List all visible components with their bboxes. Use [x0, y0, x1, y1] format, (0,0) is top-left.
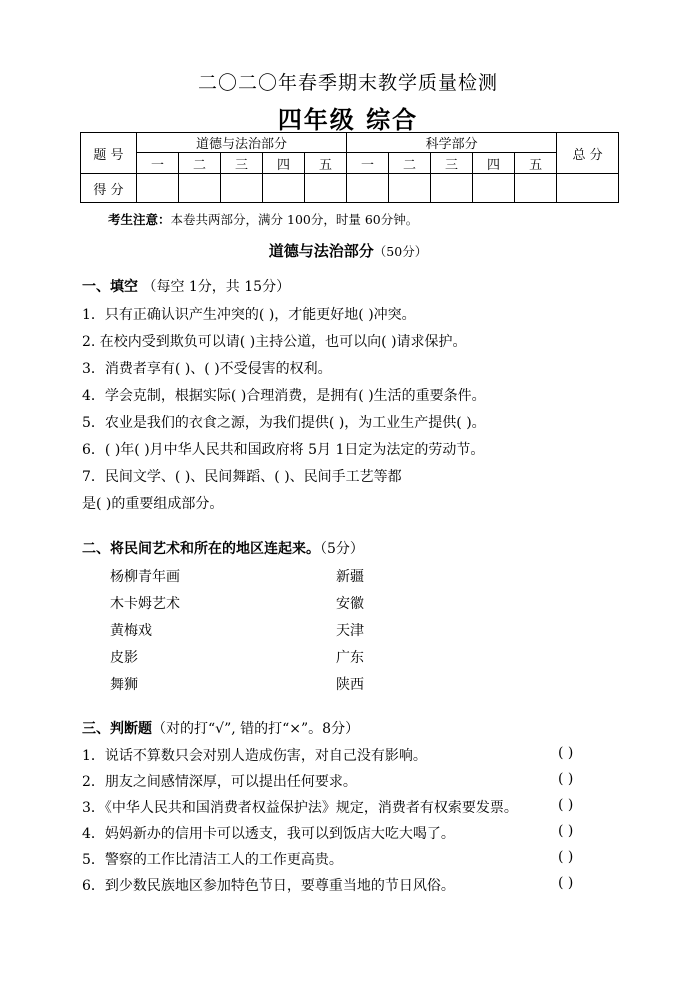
section-title-points: （50分）	[373, 244, 428, 259]
fill-blank-item: 4．学会克制，根据实际( )合理消费，是拥有( )生活的重要条件。	[82, 388, 486, 404]
part2-heading	[82, 538, 364, 558]
match-left-item: 杨柳青年画	[110, 569, 180, 585]
notice-text: 本卷共两部分，满分 100分，时量 60分钟。	[170, 212, 419, 227]
match-left-item: 黄梅戏	[110, 623, 152, 639]
part3-heading	[82, 718, 359, 738]
question-number-cell: 三	[221, 153, 263, 174]
match-right-item: 安徽	[336, 596, 364, 612]
match-right-item: 广东	[336, 650, 364, 666]
part2-heading-note: （5分）	[320, 541, 364, 557]
score-entry-cell	[431, 174, 473, 203]
score-entry-cell	[305, 174, 347, 203]
exam-notice	[108, 210, 418, 228]
match-left-item: 木卡姆艺术	[110, 596, 180, 612]
score-entry-cell	[221, 174, 263, 203]
total-header: 总 分	[557, 133, 619, 174]
judge-item: 5．警察的工作比清洁工人的工作更高贵。	[82, 852, 343, 868]
question-number-cell: 五	[305, 153, 347, 174]
question-number-cell: 三	[431, 153, 473, 174]
judge-item: 2．朋友之间感情深厚，可以提出任何要求。	[82, 774, 357, 790]
judge-item: 4．妈妈新办的信用卡可以透支，我可以到饭店大吃大喝了。	[82, 826, 455, 842]
section-title	[0, 240, 696, 261]
fill-blank-item: 6．( )年( )月中华人民共和国政府将 5月 1日定为法定的劳动节。	[82, 442, 485, 458]
match-right-item: 陕西	[336, 677, 364, 693]
score-table	[80, 132, 619, 203]
score-entry-cell	[137, 174, 179, 203]
part1-heading-label: 一、填空	[82, 279, 138, 295]
fill-blank-item: 5．农业是我们的衣食之源，为我们提供( )，为工业生产提供( )。	[82, 415, 486, 431]
topic-label-cell: 题 号	[81, 133, 137, 174]
exam-subtitle: 四年级 综合	[277, 105, 419, 134]
match-right-item: 天津	[336, 623, 364, 639]
fill-blank-item: 3．消费者享有( )、( )不受侵害的权利。	[82, 361, 332, 377]
moral-group-header: 道德与法治部分	[137, 133, 347, 153]
question-number-cell: 四	[473, 153, 515, 174]
part1-heading	[82, 276, 290, 296]
fill-blank-item: 2. 在校内受到欺负可以请( )主持公道，也可以向( )请求保护。	[82, 334, 467, 350]
judge-answer-paren: ( )	[558, 823, 574, 839]
judge-answer-paren: ( )	[558, 745, 574, 761]
score-entry-cell	[347, 174, 389, 203]
question-number-cell: 二	[179, 153, 221, 174]
question-number-cell: 一	[137, 153, 179, 174]
fill-blank-item: 是( )的重要组成部分。	[82, 496, 224, 512]
score-entry-cell	[515, 174, 557, 203]
score-label-cell: 得 分	[81, 174, 137, 203]
part3-heading-note: （对的打“√”, 错的打“×”。8分）	[152, 721, 360, 737]
question-number-cell: 四	[263, 153, 305, 174]
science-group-header: 科学部分	[347, 133, 557, 153]
score-entry-cell	[473, 174, 515, 203]
score-entry-cell	[389, 174, 431, 203]
notice-label: 考生注意：	[108, 212, 171, 227]
judge-answer-paren: ( )	[558, 849, 574, 865]
part2-heading-label: 二、将民间艺术和所在的地区连起来。	[82, 541, 320, 557]
match-left-item: 舞狮	[110, 677, 138, 693]
match-left-item: 皮影	[110, 650, 138, 666]
judge-answer-paren: ( )	[558, 797, 574, 813]
judge-item: 6．到少数民族地区参加特色节日，要尊重当地的节日风俗。	[82, 878, 455, 894]
score-entry-cell	[263, 174, 305, 203]
match-right-item: 新疆	[336, 569, 364, 585]
exam-title: 二〇二〇年春季期末教学质量检测	[197, 72, 498, 94]
fill-blank-item: 7．民间文学、( )、民间舞蹈、( )、民间手工艺等都	[82, 469, 402, 485]
judge-answer-paren: ( )	[558, 771, 574, 787]
judge-item: 3．《中华人民共和国消费者权益保护法》规定，消费者有权索要发票。	[82, 800, 518, 816]
question-number-cell: 五	[515, 153, 557, 174]
question-number-cell: 一	[347, 153, 389, 174]
fill-blank-item: 1．只有正确认识产生冲突的( )，才能更好地( )冲突。	[82, 307, 416, 323]
score-entry-cell	[179, 174, 221, 203]
judge-item: 1．说话不算数只会对别人造成伤害，对自己没有影响。	[82, 748, 427, 764]
total-score-cell	[557, 174, 619, 203]
question-number-cell: 二	[389, 153, 431, 174]
section-title-main: 道德与法治部分	[268, 242, 374, 260]
judge-answer-paren: ( )	[558, 875, 574, 891]
part1-heading-note: （每空 1分，共 15分）	[142, 279, 291, 295]
part3-heading-label: 三、判断题	[82, 721, 152, 737]
